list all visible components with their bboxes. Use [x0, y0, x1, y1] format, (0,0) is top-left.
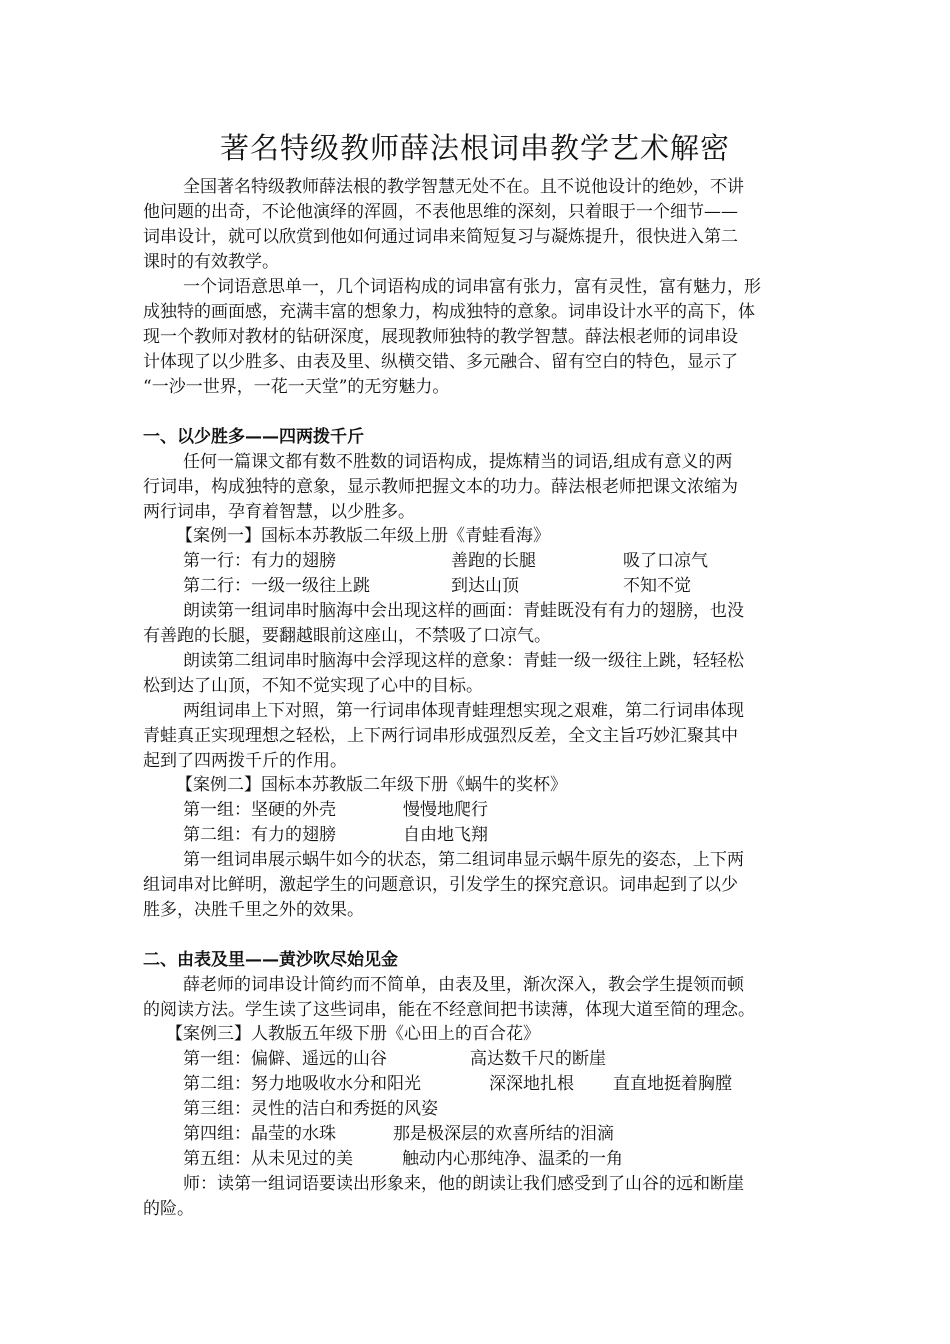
case1-label: 【案例一】国标本苏教版二年级上册《青蛙看海》	[176, 526, 550, 546]
intro-p1-line: 课时的有效教学。	[143, 252, 279, 272]
case1-row1-col3: 吸了口凉气	[623, 551, 708, 571]
intro-p2-line: 计体现了以少胜多、由表及里、纵横交错、多元融合、留有空白的特色，显示了	[143, 352, 738, 372]
case2-row2-col2: 自由地飞翔	[403, 825, 488, 845]
intro-p1-line: 他问题的出奇，不论他演绎的浑圆，不表他思维的深刻，只着眼于一个细节——	[143, 202, 738, 222]
case2-row2-col1: 第二组：有力的翅膀	[183, 825, 336, 845]
case2-label: 【案例二】国标本苏教版二年级下册《蜗牛的奖杯》	[176, 775, 567, 795]
section1-p2-line: 朗读第一组词串时脑海中会出现这样的画面：青蛙既没有有力的翅膀，也没	[183, 601, 744, 621]
case3-row5-col2: 触动内心那纯净、温柔的一角	[402, 1149, 623, 1169]
case3-row5-col1: 第五组：从未见过的美	[183, 1149, 353, 1169]
section1-p1-line: 两行词串，孕育着智慧，以少胜多。	[143, 502, 415, 522]
section1-p5-line: 胜多，决胜千里之外的效果。	[143, 900, 364, 920]
case3-row1-col1: 第一组：偏僻、遥远的山谷	[183, 1049, 387, 1069]
case1-row1-col1: 第一行：有力的翅膀	[183, 551, 336, 571]
section1-heading: 一、以少胜多——四两拨千斤	[143, 427, 364, 447]
intro-p1-line: 词串设计，就可以欣赏到他如何通过词串来简短复习与凝炼提升，很快进入第二	[143, 227, 738, 247]
section1-p1-line: 任何一篇课文都有数不胜数的词语构成，提炼精当的词语,组成有意义的两	[183, 452, 733, 472]
section1-p1-line: 行词串，构成独特的意象，显示教师把握文本的功力。薛法根老师把课文浓缩为	[143, 477, 738, 497]
intro-p2-line: “一沙一世界，一花一天堂”的无穷魅力。	[143, 377, 450, 397]
case3-row2-col2: 深深地扎根	[489, 1074, 574, 1094]
section2-p1-line: 的阅读方法。学生读了这些词串，能在不经意间把书读薄，体现大道至简的理念。	[143, 1000, 755, 1020]
case2-row1-col2: 慢慢地爬行	[403, 800, 488, 820]
case3-row3-col1: 第三组：灵性的洁白和秀挺的风姿	[183, 1099, 438, 1119]
case3-row4-col1: 第四组：晶莹的水珠	[183, 1124, 336, 1144]
section2-p2-line: 师：读第一组词语要读出形象来，他的朗读让我们感受到了山谷的远和断崖	[183, 1174, 744, 1194]
section1-p3-line: 松到达了山顶，不知不觉实现了心中的目标。	[143, 676, 483, 696]
intro-p2-line: 现一个教师对教材的钻研深度，展现教师独特的教学智慧。薛法根老师的词串设	[143, 327, 738, 347]
intro-p2-line: 成独特的画面感，充满丰富的想象力，构成独特的意象。词串设计水平的高下，体	[143, 302, 755, 322]
case1-row2-col1: 第二行：一级一级往上跳	[183, 576, 370, 596]
case3-label: 【案例三】人教版五年级下册《心田上的百合花》	[166, 1024, 540, 1044]
section1-p4-line: 两组词串上下对照，第一行词串体现青蛙理想实现之艰难，第二行词串体现	[183, 701, 744, 721]
case3-row2-col1: 第二组：努力地吸收水分和阳光	[183, 1074, 421, 1094]
section1-p4-line: 起到了四两拨千斤的作用。	[143, 751, 347, 771]
section1-p3-line: 朗读第二组词串时脑海中会浮现这样的意象：青蛙一级一级往上跳，轻轻松	[183, 651, 744, 671]
document-title: 著名特级教师薛法根词串教学艺术解密	[219, 131, 730, 165]
case3-row2-col3: 直直地挺着胸膛	[613, 1074, 732, 1094]
intro-p1-line: 全国著名特级教师薛法根的教学智慧无处不在。且不说他设计的绝妙，不讲	[183, 177, 744, 197]
intro-p2-line: 一个词语意思单一，几个词语构成的词串富有张力，富有灵性，富有魅力，形	[183, 277, 761, 297]
section1-p4-line: 青蛙真正实现理想之轻松，上下两行词串形成强烈反差，全文主旨巧妙汇聚其中	[143, 726, 738, 746]
case3-row4-col2: 那是极深层的欢喜所结的泪滴	[393, 1124, 614, 1144]
case1-row2-col3: 不知不觉	[623, 576, 691, 596]
case2-row1-col1: 第一组：坚硬的外壳	[183, 800, 336, 820]
section2-p2-line: 的险。	[143, 1199, 194, 1219]
section1-p2-line: 有善跑的长腿，要翻越眼前这座山，不禁吸了口凉气。	[143, 626, 551, 646]
case1-row2-col2: 到达山顶	[451, 576, 519, 596]
section2-p1-line: 薛老师的词串设计简约而不简单，由表及里，渐次深入，教会学生提领而顿	[183, 975, 744, 995]
section2-heading: 二、由表及里——黄沙吹尽始见金	[143, 950, 398, 970]
section1-p5-line: 组词串对比鲜明，激起学生的问题意识，引发学生的探究意识。词串起到了以少	[143, 875, 738, 895]
case3-row1-col2: 高达数千尺的断崖	[470, 1049, 606, 1069]
case1-row1-col2: 善跑的长腿	[451, 551, 536, 571]
section1-p5-line: 第一组词串展示蜗牛如今的状态，第二组词串显示蜗牛原先的姿态，上下两	[183, 850, 744, 870]
